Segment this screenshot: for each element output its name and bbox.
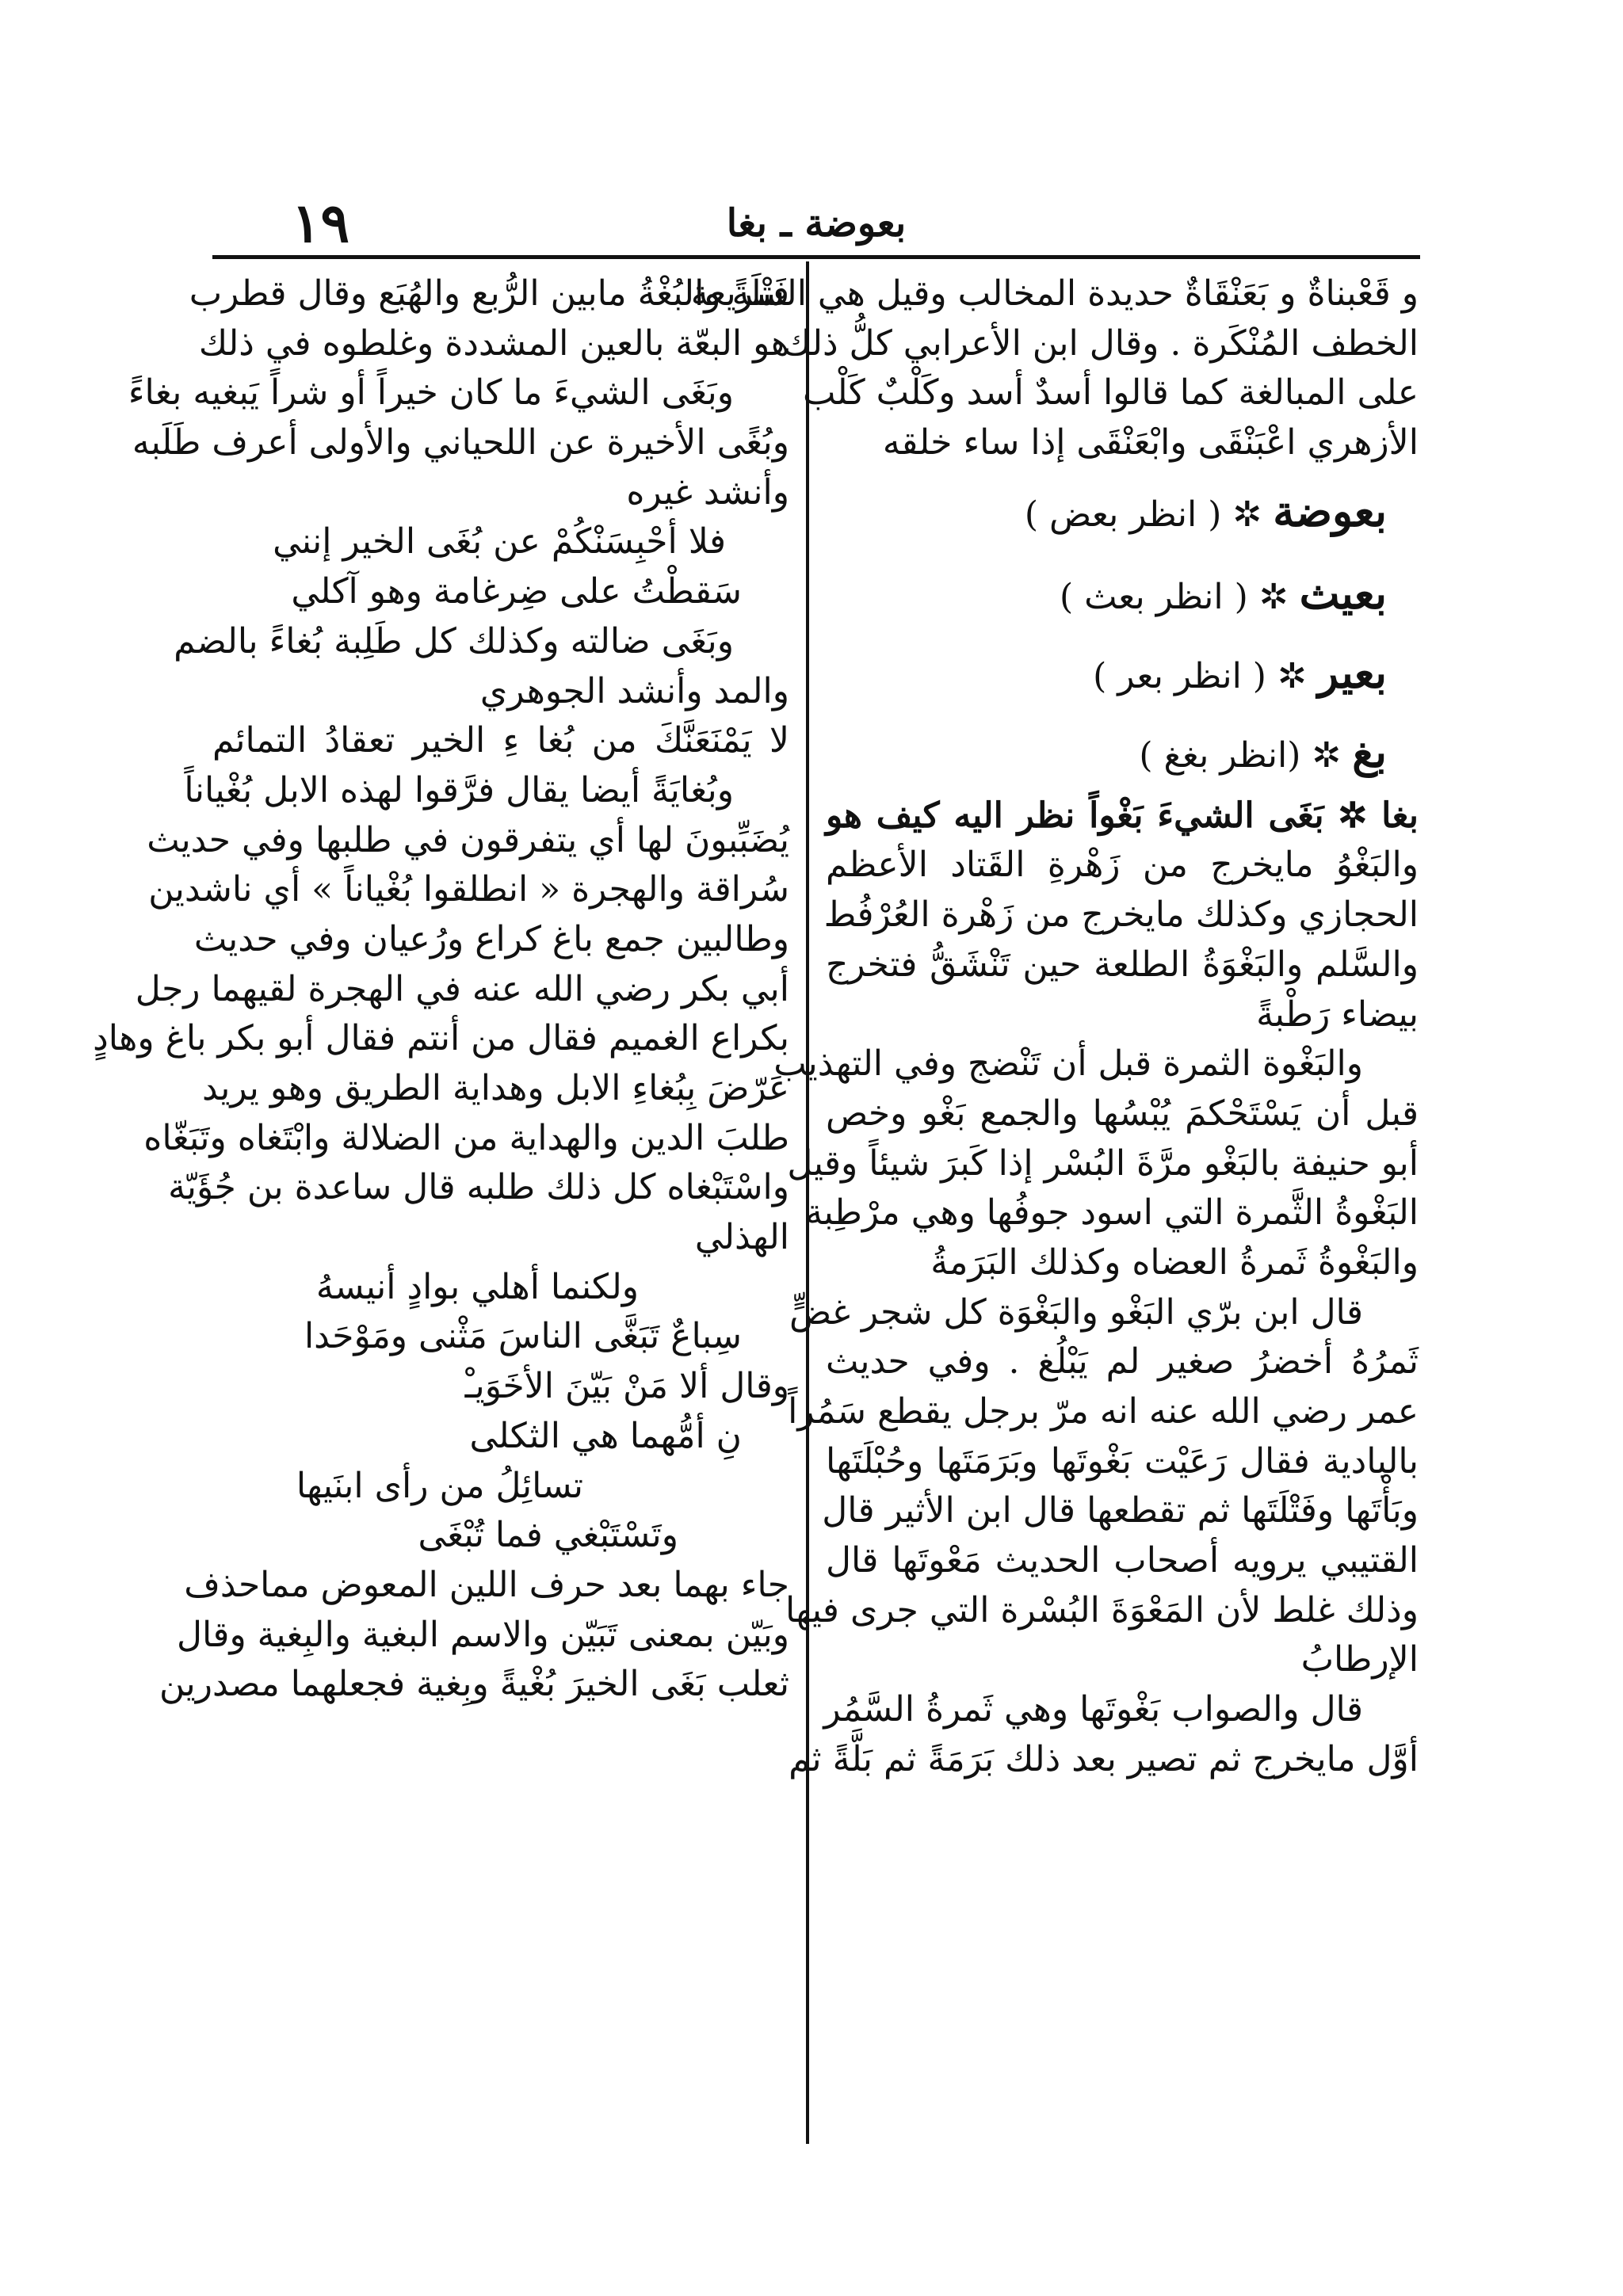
entry-reference: ✲ (انظر بغغ ) bbox=[1139, 734, 1353, 776]
text-line: البَغْوةُ الثَّمرة التي اسود جوفُها وهي مرْطِبة bbox=[804, 1192, 1419, 1234]
text-line: بيضاء رَطْبةً bbox=[1256, 994, 1419, 1035]
text-line: والبَغْوةُ ثَمرةُ العضاه وكذلك البَرَمةُ bbox=[930, 1241, 1419, 1283]
verse-line: فلا أحْبِسَنْكُمْ عن بُغَى الخير إنني bbox=[273, 521, 726, 563]
text-line: ثَمرُهُ أخضرُ صغير لم يَبْلُغ . وفي حديث bbox=[826, 1341, 1419, 1383]
text-line: الإرطابُ bbox=[1300, 1639, 1419, 1680]
text-line: هو البعّة بالعين المشددة وغلطوه في ذلك bbox=[198, 322, 789, 364]
text-line: والبَغْوُ مايخرج من زَهْرةِ القَتاد الأعظم bbox=[826, 845, 1419, 886]
verse-line: نِ أمُّهما هي الثكلى bbox=[469, 1415, 742, 1456]
text-line: والبَغْوة الثمرة قبل أن تَنْضج وفي التهذيب bbox=[773, 1043, 1363, 1085]
verse-line: تسائِلُ من رأى ابنَيها bbox=[296, 1465, 583, 1506]
text-line: بكراع الغميم فقال من أنتم فقال أبو بكر باغ وهادٍ bbox=[93, 1018, 789, 1059]
text-line: على المبالغة كما قالوا أسدٌ أسد وكَلْبٌ كَلْب bbox=[802, 372, 1419, 414]
text-line: واسْتَبْغاه كل ذلك طلبه قال ساعدة بن جُؤَيّة bbox=[168, 1167, 789, 1208]
dictionary-entry bbox=[826, 633, 1419, 712]
text-line: يُضَبِّبونَ لها أي يتفرقون في طلبها وفي حديث bbox=[147, 819, 789, 860]
text-line: قال والصواب بَغْوتَها وهي ثَمرةُ السَّمُر bbox=[823, 1689, 1363, 1730]
text-line: الأزهري اعْبَنْقَى وابْعَنْقَى إذا ساء خلقه bbox=[882, 422, 1419, 463]
text-line: وبَغَى ضالته وكذلك كل طَلِبة بُغاءً بالضم bbox=[174, 620, 734, 662]
entry-headword: بغ bbox=[1352, 726, 1387, 777]
page-number: ١٩ bbox=[292, 192, 350, 255]
text-line: سُراقة والهجرة « انطلقوا بُغْياناً » أي ناشدين bbox=[148, 869, 789, 910]
verse-line: وقال ألا مَنْ بَيّنَ الأخَوَيـْ bbox=[464, 1366, 789, 1407]
text-line: وبَأْتَها وفَتْلَتَها ثم تقطعها قال ابن الأثير قال bbox=[822, 1490, 1419, 1531]
text-line: القتيبي يرويه أصحاب الحديث مَعْوتَها قال bbox=[826, 1540, 1419, 1581]
text-line: وأنشد غيره bbox=[626, 471, 789, 513]
page-header bbox=[212, 184, 1420, 255]
text-line: قبل أن يَسْتَحْكمَ يُبْسُها والجمع بَغْو وخص bbox=[826, 1093, 1419, 1134]
verse-line: وتَسْتَبْغي فما تُبْغَى bbox=[418, 1515, 678, 1556]
text-line: ثعلب بَغَى الخيرَ بُغْيةً وبِغية فجعلهما مصدرين bbox=[159, 1664, 789, 1705]
text-line: الحجازي وكذلك مايخرج من زَهْرة العُرْفُط bbox=[823, 894, 1419, 936]
text-line: والسَّلم والبَغْوَةُ الطلعة حين تَنْشَقُّ فتخرج bbox=[826, 944, 1419, 985]
text-line: وطالبين جمع باغ كراع ورُعيان وفي حديث bbox=[193, 918, 789, 959]
text-line: وبُغًى الأخيرة عن اللحياني والأولى أعرف طَلَبه bbox=[132, 422, 789, 463]
text-line: والمد وأنشد الجوهري bbox=[479, 670, 789, 711]
text-line: قال ابن برّي البَغْو والبَغْوَة كل شجر غضٍّ bbox=[789, 1291, 1363, 1333]
header-rule bbox=[212, 255, 1420, 259]
entry-headword: بعوضة bbox=[1273, 485, 1387, 536]
dictionary-entry bbox=[826, 468, 1419, 554]
verse-line: ولكنما أهلي بوادٍ أنيسهُ bbox=[315, 1266, 639, 1307]
text-line: أبي بكر رضي الله عنه في الهجرة لقيهما رجل bbox=[135, 968, 789, 1009]
verse-line: سِباعٌ تَبَغَّى الناسَ مَثْنى ومَوْحَدا bbox=[304, 1316, 742, 1357]
text-line: فَتْلَةً والبُغْةُ مابين الرُّبع والهُبَع وقال قطرب bbox=[189, 273, 789, 314]
entry-reference: ✲ ( انظر بعض ) bbox=[1024, 494, 1274, 535]
text-line: جاء بهما بعد حرف اللين المعوض مماحذف bbox=[184, 1564, 789, 1605]
text-line: طلبَ الدين والهداية من الضلالة وابْتَغاه وتَبَغّاه bbox=[143, 1117, 789, 1158]
running-head: بعوضة ـ بغا bbox=[726, 201, 907, 246]
text-line: عمر رضي الله عنه انه مرّ برجل يقطع سَمُراً bbox=[788, 1391, 1419, 1432]
text-line: وذلك غلط لأن المَعْوَةَ البُسْرة التي جرى فيها bbox=[785, 1589, 1419, 1630]
left-column bbox=[93, 269, 789, 2139]
text-line: وبَيّن بمعنى تَبَيّن والاسم البغية والبِغية وقال bbox=[177, 1614, 789, 1655]
entry-headword: بعيث bbox=[1299, 567, 1387, 619]
text-line: أوَّل مايخرج ثم تصير بعد ذلك بَرَمَةً ثم بَلَّةً ثم bbox=[789, 1738, 1419, 1779]
text-line: الهذلي bbox=[694, 1217, 789, 1258]
dictionary-entry bbox=[826, 554, 1419, 633]
verse-line: سَقطْتُ على ضِرغامة وهو آكلي bbox=[291, 571, 742, 612]
text-line: و قَعْبناةٌ و بَعَنْقَاةٌ حديدة المخالب وقيل هي السريعة bbox=[690, 273, 1419, 314]
text-line: الخطف المُنْكَرة . وقال ابن الأعرابي كلُّ ذلك bbox=[782, 322, 1419, 364]
entry-reference: ✲ ( انظر بعث ) bbox=[1059, 576, 1300, 617]
text-line: عَرّضَ بِبُغاءِ الابل وهداية الطريق وهو يريد bbox=[202, 1068, 789, 1108]
entry-start-line: بغا ✲ بَغَى الشيءَ بَغْواً نظر اليه كيف هو bbox=[826, 795, 1419, 836]
text-line: وبَغَى الشيءَ ما كان خيراً أو شراً يَبغيه بغاءً bbox=[128, 372, 734, 414]
text-line: وبُغايَةً أيضا يقال فرَّقوا لهذه الابل بُغْياناً bbox=[184, 769, 734, 810]
text-line: بالبادية فقال رَعَيْت بَغْوتَها وبَرَمَتَها وحُبْلَتَها bbox=[826, 1440, 1419, 1482]
entry-reference: ✲ ( انظر بعر ) bbox=[1093, 655, 1318, 696]
text-line: أبو حنيفة بالبَغْو مرَّةَ البُسْر إذا كَبرَ شيئاً وقيل bbox=[787, 1142, 1419, 1184]
verse-line: لا يَمْنَعَنَّكَ من بُغا ءِ الخير تعقادُ التمائم bbox=[212, 720, 789, 761]
entry-headword: بعير bbox=[1317, 646, 1387, 698]
dictionary-entry bbox=[826, 712, 1419, 791]
